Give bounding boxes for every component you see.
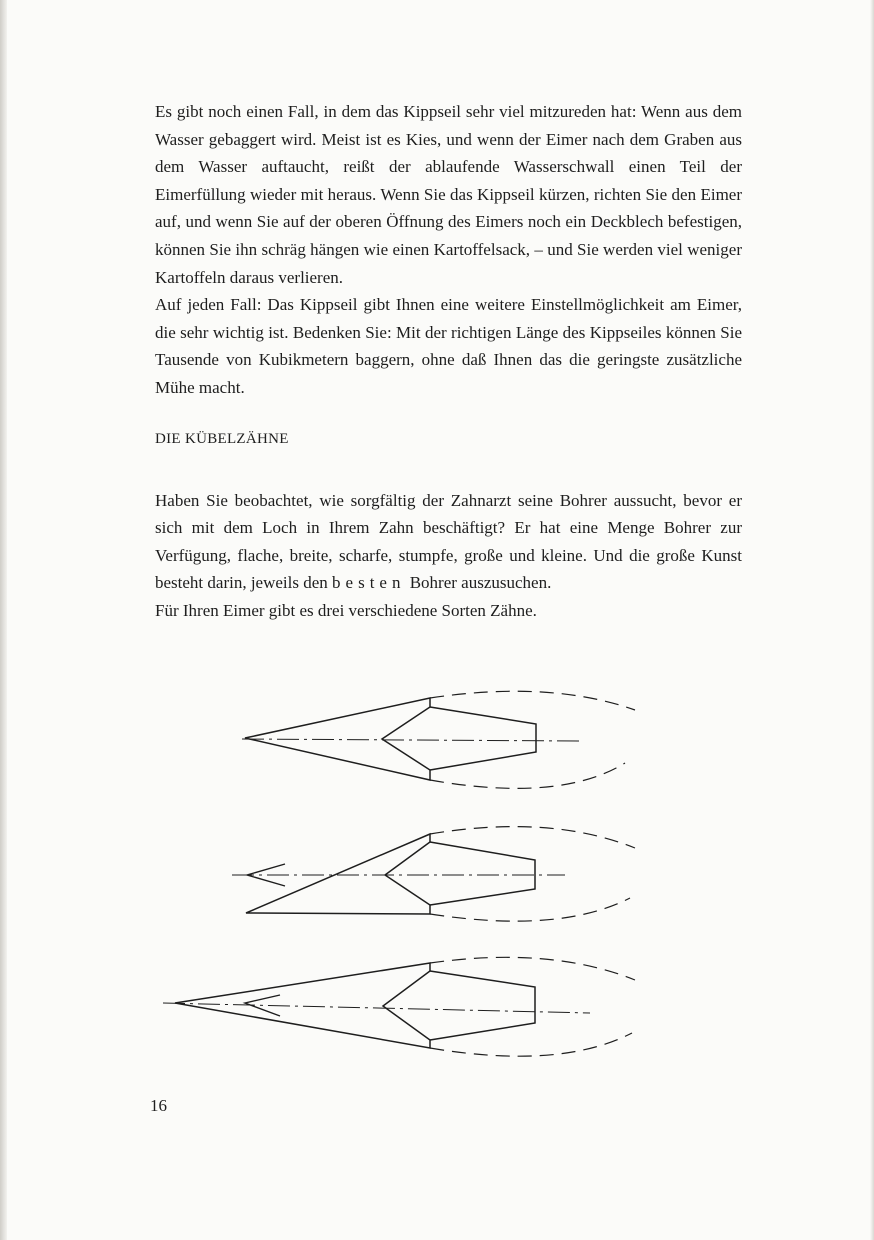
tooth-3-arc-top (430, 957, 635, 980)
bucket-teeth-figure (160, 688, 650, 1068)
tooth-1-centerline (242, 739, 580, 741)
paragraph-three-teeth: Für Ihren Eimer gibt es drei verschiedene Sorten Zähne. (155, 600, 537, 620)
tooth-1-arc-top (430, 691, 635, 710)
tooth-1-arc-bottom (430, 763, 625, 788)
tooth-2-arc-bottom (430, 898, 630, 921)
paragraph-kippseil-water: Es gibt noch einen Fall, in dem das Kippseil sehr viel mitzureden hat: Wenn aus dem Wasser gebaggert wird. Meist ist es Kies, und wenn der Eimer nach dem Graben aus dem Wasser auftaucht, reißt der ablaufende Wasserschwall einen Teil der Eimerfüllung wieder mit heraus. Wenn Sie das Kippseil kürzen, richten Sie den Eimer auf, und wenn Sie auf der oberen Öffnung des Eimers noch ein Deckblech befestigen, können Sie ihn schräg hängen wie einen Kartoffelsack, – und Sie werden viel weniger Kartoffeln daraus verlieren. (155, 102, 742, 287)
page-number: 16 (150, 1096, 167, 1115)
tooth-3-shank (430, 971, 535, 1040)
tooth-2-shank (430, 842, 535, 905)
paragraph-dentist-text-before: Haben Sie beobachtet, wie sorgfältig der Zahnarzt seine Bohrer aussucht, bevor er sich mit dem Loch in Ihrem Zahn beschäftigt? Er hat eine Menge Bohrer zur Verfügung, flache, breite, scharfe, stumpfe, große und kleine. Und die große Kunst besteht darin, jeweils den (155, 490, 742, 593)
tooth-shape-3 (163, 957, 635, 1056)
paragraph-dentist-analogy (155, 487, 742, 597)
tooth-1-outline (245, 698, 430, 780)
section-gap (155, 453, 742, 487)
paper-edge-right (870, 0, 874, 1240)
paper-edge-left (0, 0, 7, 1240)
tooth-3-arc-bottom (430, 1033, 632, 1056)
tooth-2-arc-top (430, 827, 635, 848)
paragraph-dentist-text-after: Bohrer auszusuchen. (409, 573, 552, 593)
tooth-shape-1 (242, 691, 635, 788)
page-text-column (155, 98, 742, 625)
tooth-3-outline (175, 963, 430, 1048)
section-title: DIE KÜBELZÄHNE (155, 430, 289, 447)
tooth-1-shank (430, 707, 536, 770)
tooth-shape-2 (232, 827, 635, 922)
emphasis-best: besten (332, 573, 406, 593)
tooth-2-outline (246, 834, 430, 914)
paragraph-kippseil-summary: Auf jeden Fall: Das Kippseil gibt Ihnen eine weitere Einstellmöglichkeit am Eimer, die sehr wichtig ist. Bedenken Sie: Mit der richtigen Länge des Kippseiles können Sie Tausende von Kubikmetern baggern, ohne daß Ihnen das die geringste zusätzliche Mühe macht. (155, 295, 742, 397)
